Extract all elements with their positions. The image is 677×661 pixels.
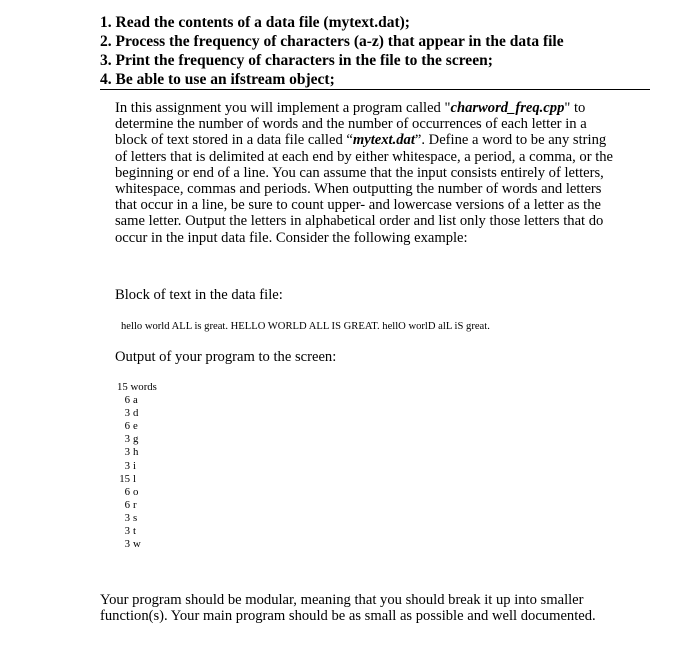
letter-char: r (133, 498, 137, 511)
letter-frequency-row (117, 538, 157, 551)
letter-count: 3 (124, 459, 130, 472)
letter-count: 3 (124, 433, 130, 446)
goal-item-3: 3. Print the frequency of characters in the file to the screen; (100, 52, 493, 69)
goal-item-2: 2. Process the frequency of characters (a-z) that appear in the data file (100, 33, 564, 50)
letter-count: 3 (124, 538, 130, 551)
letter-count: 15 (119, 472, 130, 485)
program-output-label: Output of your program to the screen: (115, 349, 337, 365)
letter-frequency-row (117, 499, 157, 512)
letter-count: 6 (124, 394, 130, 407)
letter-count: 3 (124, 446, 130, 459)
letter-char: d (133, 407, 139, 420)
intro-text-2: " to determine the number of words and the number of occurrences of each letter in a block of text stored in a data file called “ (115, 100, 587, 149)
letter-frequency-row (117, 407, 157, 420)
letter-count: 3 (124, 511, 130, 524)
letter-char: o (133, 485, 139, 498)
program-filename: charword_freq.cpp (450, 100, 565, 116)
letter-frequency-row (117, 420, 157, 433)
letter-count: 3 (124, 525, 130, 538)
letter-char: i (133, 459, 136, 472)
intro-text-3: ”. Define a word to be any string of letters that is delimited at each end by either whitespace, a period, a comma, or the beginning or end of a line. You can assume that the input consists entirely of letters, whitespace, commas and periods. When outputting the number of words and letters that occur in a line, be sure to count upper- and lowercase versions of a letter as the same letter. Output the letters in alphabetical order and list only those letters that do occur in the input data file. Consider the following example: (115, 132, 614, 246)
letter-frequency-row (117, 512, 157, 525)
modularity-note: Your program should be modular, meaning that you should break it up into smaller function(s). Your main program should be as small as possible and well documented. (100, 592, 596, 625)
letter-char: h (133, 446, 139, 459)
goal-item-4: 4. Be able to use an ifstream object; (100, 71, 335, 88)
data-filename: mytext.dat (352, 132, 415, 149)
intro-text-1: In this assignment you will implement a program called " (115, 100, 451, 116)
letter-count: 6 (124, 498, 130, 511)
letter-char: g (133, 433, 139, 446)
learning-goals-list (100, 13, 660, 89)
letter-frequency-row (117, 394, 157, 407)
program-output (117, 381, 157, 551)
letter-count: 6 (124, 485, 130, 498)
letter-count: 6 (124, 420, 130, 433)
block-of-text-label: Block of text in the data file: (115, 287, 283, 303)
letter-char: l (133, 472, 136, 485)
letter-char: e (133, 420, 138, 433)
letter-frequency-row (117, 460, 157, 473)
letter-frequency-row (117, 433, 157, 446)
letter-char: a (133, 394, 138, 407)
letter-frequency-row (117, 446, 157, 459)
assignment-description (115, 100, 615, 246)
goal-item-1: 1. Read the contents of a data file (mytext.dat); (100, 14, 410, 31)
letter-frequency-row (117, 525, 157, 538)
letter-count: 3 (124, 407, 130, 420)
word-count-line: 15 words (117, 381, 157, 393)
letter-frequency-row (117, 486, 157, 499)
letter-frequency-list (117, 394, 157, 551)
letter-char: w (133, 538, 141, 551)
sample-input-text: hello world ALL is great. HELLO WORLD ALL IS GREAT. hellO worlD alL iS great. (121, 321, 490, 332)
letter-frequency-row (117, 473, 157, 486)
letter-char: s (133, 511, 138, 524)
letter-char: t (133, 525, 136, 538)
goals-divider (100, 89, 650, 90)
